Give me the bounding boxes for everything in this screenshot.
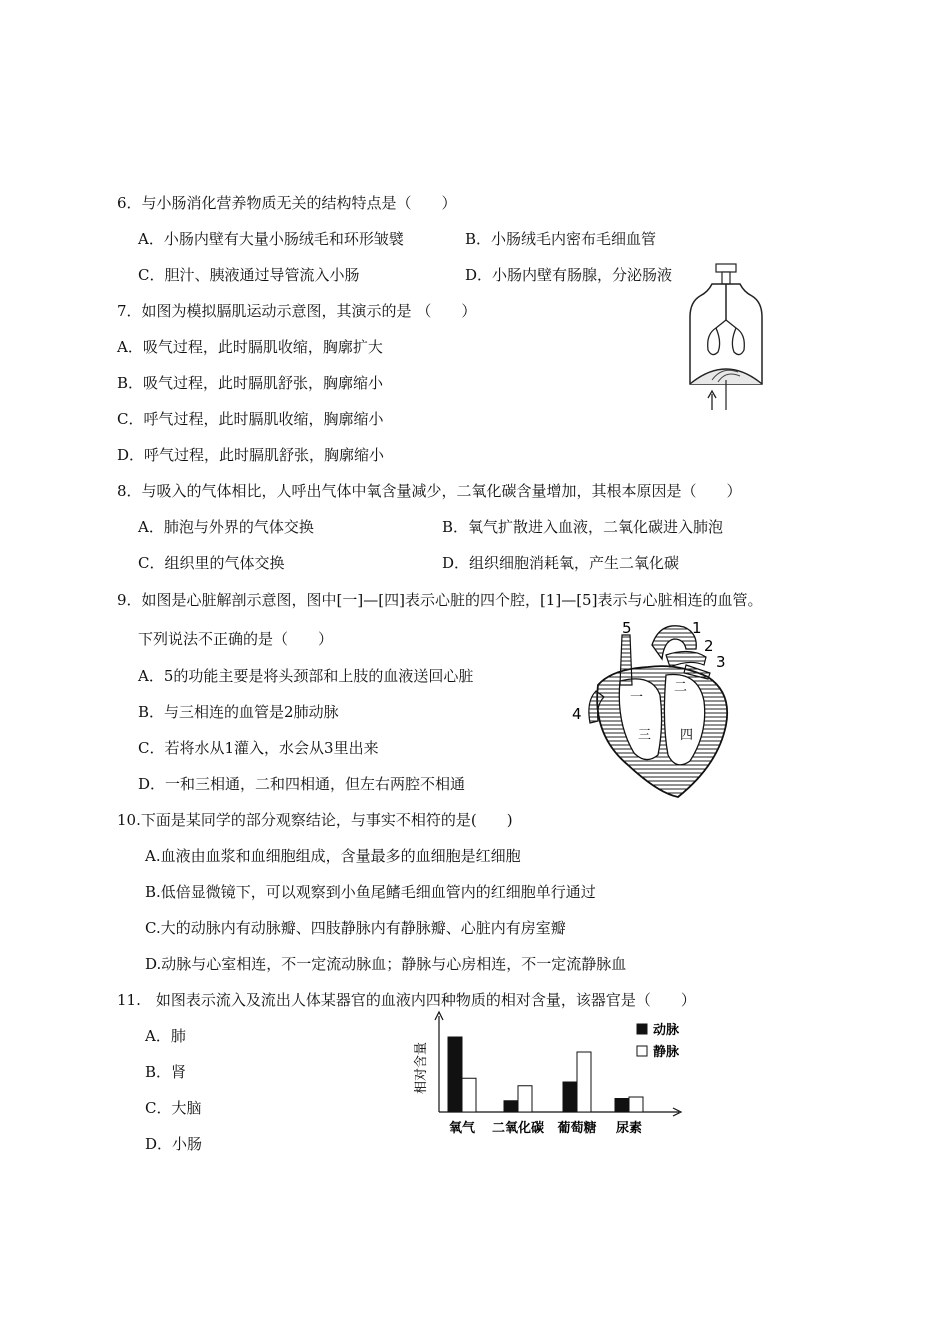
q7-option-b: B．吸气过程，此时膈肌舒张，胸廓缩小 xyxy=(117,374,384,392)
x-tick-label: 二氧化碳 xyxy=(491,1121,545,1136)
q6-option-c: C．胆汁、胰液通过导管流入小肠 xyxy=(138,266,360,284)
heart-label-4: 4 xyxy=(572,705,582,723)
heart-label-2: 2 xyxy=(704,637,714,655)
q10-stem: 10.下面是某同学的部分观察结论，与事实不相符的是( ) xyxy=(117,811,513,829)
x-tick-label: 氧气 xyxy=(448,1121,476,1136)
heart-chamber-3: 三 xyxy=(638,728,652,743)
q8-option-c: C．组织里的气体交换 xyxy=(138,554,285,572)
q6-option-a: A．小肠内壁有大量小肠绒毛和环形皱襞 xyxy=(138,230,404,248)
heart-anatomy-figure xyxy=(568,615,748,805)
legend-label: 动脉 xyxy=(653,1023,680,1038)
q8-option-b: B．氧气扩散进入血液，二氧化碳进入肺泡 xyxy=(442,518,724,536)
bar-2-1 xyxy=(577,1052,591,1112)
bar-3-0 xyxy=(615,1099,629,1113)
q8-option-a: A．肺泡与外界的气体交换 xyxy=(138,518,314,536)
q10-option-c: C.大的动脉内有动脉瓣、四肢静脉内有静脉瓣、心脏内有房室瓣 xyxy=(145,919,566,937)
q9-option-c: C．若将水从1灌入，水会从3里出来 xyxy=(138,739,379,757)
q11-option-b: B．肾 xyxy=(145,1063,187,1081)
q11-option-c: C．大脑 xyxy=(145,1099,202,1117)
q6-option-d: D．小肠内壁有肠腺，分泌肠液 xyxy=(465,266,673,284)
chart-y-label: 相对含量 xyxy=(414,1041,429,1095)
x-tick-label: 尿素 xyxy=(615,1121,643,1136)
bar-1-0 xyxy=(504,1101,518,1112)
q9-option-b: B．与三相连的血管是2肺动脉 xyxy=(138,703,339,721)
q9-stem: 9．如图是心脏解剖示意图，图中[一]—[四]表示心脏的四个腔，[1]—[5]表示与心脏相连的血管。 xyxy=(117,591,763,609)
q7-stem: 7．如图为模拟膈肌运动示意图，其演示的是 （ ） xyxy=(117,302,477,320)
bar-3-1 xyxy=(629,1097,643,1112)
legend-swatch xyxy=(637,1024,647,1034)
q11-option-a: A．肺 xyxy=(145,1027,186,1045)
q10-option-d: D.动脉与心室相连，不一定流动脉血；静脉与心房相连，不一定流静脉血 xyxy=(145,955,627,973)
q8-option-d: D．组织细胞消耗氧，产生二氧化碳 xyxy=(442,554,680,572)
q6-option-b: B．小肠绒毛内密布毛细血管 xyxy=(465,230,657,248)
legend-label: 静脉 xyxy=(653,1045,680,1060)
heart-label-5: 5 xyxy=(622,619,632,637)
q11-stem: 11. 如图表示流入及流出人体某器官的血液内四种物质的相对含量，该器官是（ ） xyxy=(117,991,696,1009)
q7-option-c: C．呼气过程，此时膈肌收缩，胸廓缩小 xyxy=(117,410,384,428)
heart-label-3: 3 xyxy=(716,653,726,671)
q11-option-d: D．小肠 xyxy=(145,1135,203,1153)
bar-0-0 xyxy=(448,1037,462,1112)
bar-0-1 xyxy=(462,1078,476,1112)
q6-stem: 6．与小肠消化营养物质无关的结构特点是（ ） xyxy=(117,194,457,212)
bar-2-0 xyxy=(563,1082,577,1112)
heart-chamber-4: 四 xyxy=(680,728,694,743)
q8-stem: 8．与吸入的气体相比，人呼出气体中氧含量减少，二氧化碳含量增加，其根本原因是（ ） xyxy=(117,482,742,500)
q7-option-a: A．吸气过程，此时膈肌收缩，胸廓扩大 xyxy=(117,338,383,356)
q7-option-d: D．呼气过程，此时膈肌舒张，胸廓缩小 xyxy=(117,446,385,464)
q9-option-a: A．5的功能主要是将头颈部和上肢的血液送回心脏 xyxy=(138,667,474,685)
q9-stem-2: 下列说法不正确的是（ ） xyxy=(138,630,334,648)
legend-swatch xyxy=(637,1046,647,1056)
heart-chamber-1: 一 xyxy=(630,690,644,705)
diaphragm-model-figure xyxy=(682,262,772,412)
heart-label-1: 1 xyxy=(692,619,702,637)
blood-substance-bar-chart xyxy=(405,1010,685,1150)
q10-option-b: B.低倍显微镜下，可以观察到小鱼尾鳍毛细血管内的红细胞单行通过 xyxy=(145,883,596,901)
x-tick-label: 葡萄糖 xyxy=(557,1121,597,1136)
bar-1-1 xyxy=(518,1086,532,1112)
heart-chamber-2: 二 xyxy=(674,680,688,695)
q9-option-d: D．一和三相通，二和四相通，但左右两腔不相通 xyxy=(138,775,466,793)
q10-option-a: A.血液由血浆和血细胞组成，含量最多的血细胞是红细胞 xyxy=(145,847,521,865)
